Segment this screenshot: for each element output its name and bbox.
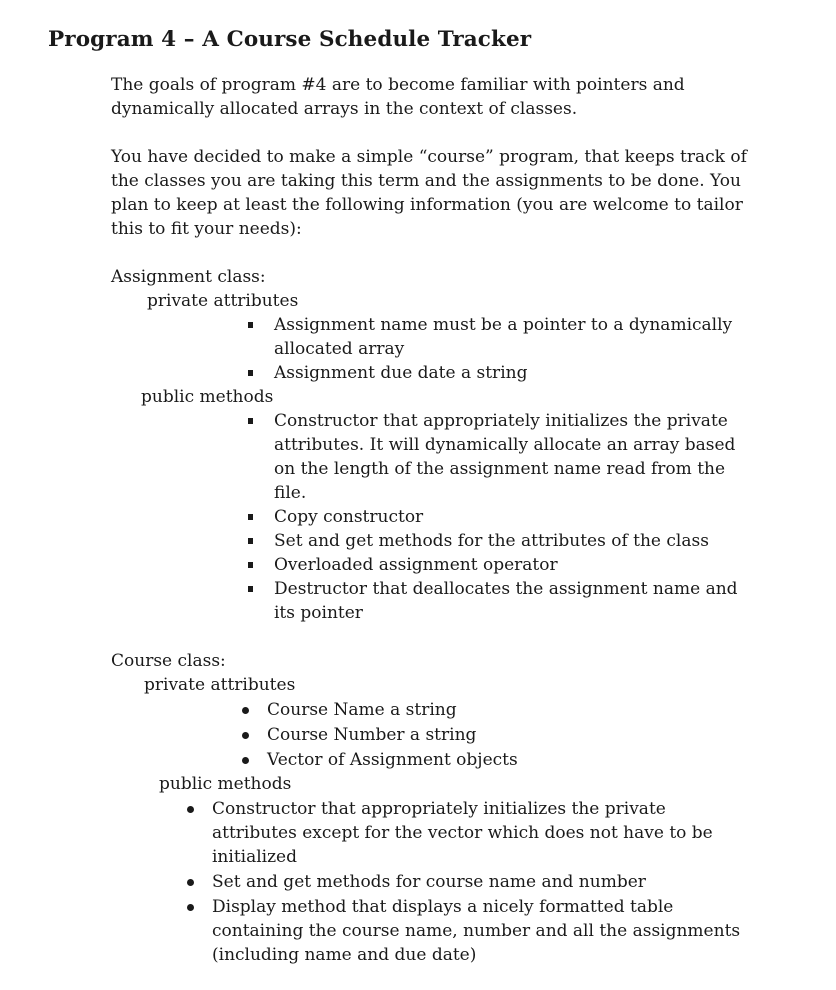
text-line: You have decided to make a simple “course” program, that keeps track of xyxy=(111,147,747,167)
list-item: Set and get methods for the attributes of the class xyxy=(274,529,738,553)
text-line: this to fit your needs): xyxy=(111,219,302,239)
text-line: The goals of program #4 are to become familiar with pointers and xyxy=(111,75,685,95)
list-item: Vector of Assignment objects xyxy=(267,750,518,770)
course-public-list xyxy=(212,797,740,967)
list-item: Constructor that appropriately initializes the private attributes. It will dynamically allocate an array based on the length of the assignment name read from the file. xyxy=(274,409,738,505)
assignment-private-list xyxy=(274,313,732,385)
assignment-private-label: private attributes xyxy=(147,291,299,311)
list-item: Overloaded assignment operator xyxy=(274,553,738,577)
text-line: the classes you are taking this term and the assignments to be done. You xyxy=(111,171,741,191)
list-item: Assignment due date a string xyxy=(274,361,732,385)
course-public-label: public methods xyxy=(159,774,292,794)
list-item: Course Number a string xyxy=(267,723,518,747)
assignment-class-heading: Assignment class: xyxy=(111,267,266,287)
list-item: Copy constructor xyxy=(274,505,738,529)
text-line: dynamically allocated arrays in the context of classes. xyxy=(111,99,578,119)
list-item: Constructor that appropriately initializes the private attributes except for the vector which does not have to be initialized xyxy=(212,797,740,869)
list-item: Display method that displays a nicely formatted table containing the course name, number and all the assignments (including name and due date) xyxy=(212,897,741,965)
course-private-list xyxy=(267,698,518,772)
list-item: Assignment name must be a pointer to a dynamically allocated array xyxy=(274,315,733,359)
list-item: Destructor that deallocates the assignment name and its pointer xyxy=(274,579,738,623)
intro-paragraph-1 xyxy=(111,73,685,121)
course-class-heading: Course class: xyxy=(111,651,226,671)
course-private-label: private attributes xyxy=(144,675,296,695)
intro-paragraph-2 xyxy=(111,145,747,241)
assignment-public-list xyxy=(274,409,738,625)
list-item: Course Name a string xyxy=(267,698,518,722)
text-line: plan to keep at least the following information (you are welcome to tailor xyxy=(111,195,743,215)
list-item: Set and get methods for course name and number xyxy=(212,870,740,894)
page-title: Program 4 – A Course Schedule Tracker xyxy=(48,27,532,52)
assignment-public-label: public methods xyxy=(141,387,274,407)
